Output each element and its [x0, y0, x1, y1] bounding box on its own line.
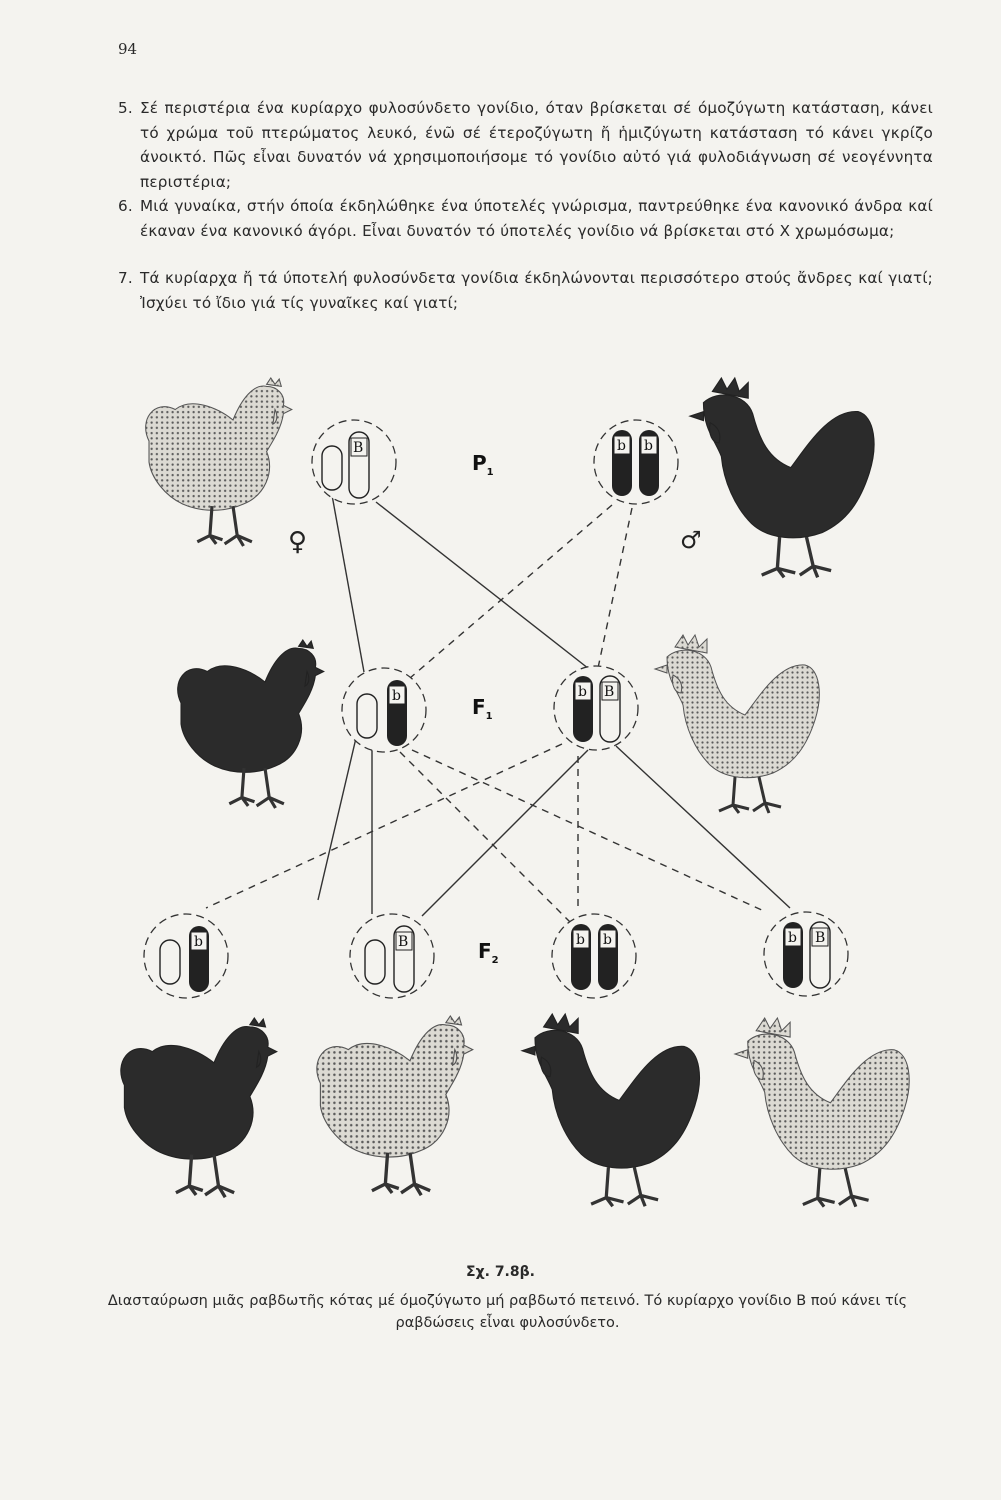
genotype-f1-female	[342, 668, 426, 752]
svg-text:B: B	[815, 930, 826, 946]
hen-barred-f2	[317, 1016, 473, 1195]
generation-label-p1: $P_1$	[472, 451, 494, 478]
rooster-black-p1	[690, 378, 874, 577]
svg-text:b: b	[392, 688, 401, 704]
question-text: Τά κυρίαρχα ἤ τά ύποτελή φυλοσύνδετα γονίδια έκδηλώνονται περισσότερο στούς ἄνδρες καί γιατί; Ἰσχύει τό ἴδιο γιά τίς γυναῖκες καί γιατί;	[140, 269, 933, 312]
genotype-f2-female-1	[144, 914, 228, 998]
rooster-black-f2	[522, 1014, 699, 1206]
generation-label-f2: $F_2$	[478, 939, 499, 966]
svg-text:b: b	[578, 684, 587, 700]
svg-text:b: b	[194, 934, 203, 950]
rooster-barred-f1	[655, 635, 819, 813]
svg-text:b: b	[576, 932, 585, 948]
hen-black-f1	[178, 640, 324, 808]
generation-label-f1: $F_1$	[472, 695, 493, 722]
rooster-barred-f2	[735, 1018, 909, 1207]
svg-text:B: B	[398, 934, 409, 950]
svg-text:b: b	[603, 932, 612, 948]
question-number: 6.	[118, 197, 133, 215]
svg-text:b: b	[617, 438, 626, 454]
svg-text:B: B	[353, 440, 364, 456]
page-number: 94	[118, 40, 138, 58]
hen-black-f2	[121, 1018, 277, 1197]
question-text: Σέ περιστέρια ένα κυρίαρχο φυλοσύνδετο γονίδιο, όταν βρίσκεται σέ όμοζύγωτη κατάσταση, κάνει τό χρώμα τοῦ πτερώματος λευκό, ένῶ σέ έτεροζύγωτη ἤ ἡμιζύγωτη κατάσταση τό κάνει γκρίζο άνοικτό. Πῶς εἶναι δυνατόν νά χρησιμοποιήσομε τό γονίδιο αὐτό γιά φυλοδιάγνωση σέ νεογέννητα περιστέρια;	[140, 99, 933, 191]
genotype-f2-male-2	[764, 912, 848, 996]
question-number: 5.	[118, 99, 133, 117]
genotype-p1-female	[312, 420, 396, 504]
svg-text:b: b	[788, 930, 797, 946]
figure-caption-title: Σχ. 7.8β.	[466, 1264, 535, 1280]
figure-caption-text: Διασταύρωση μιᾶς ραβδωτῆς κότας μέ όμοζύγωτο μή ραβδωτό πετεινό. Τό κυρίαρχο γονίδιο Β πού κάνει τίς ραβδώσεις εἶναι φυλοσύνδετο.	[107, 1293, 908, 1331]
genotype-f2-female-2	[350, 914, 434, 998]
male-symbol: ♂	[680, 526, 702, 554]
genotype-f2-male-1	[552, 914, 636, 998]
svg-text:B: B	[604, 684, 615, 700]
female-symbol: ♀	[288, 527, 308, 557]
question-number: 7.	[118, 269, 133, 287]
question-text: Μιά γυναίκα, στήν όποία έκδηλώθηκε ένα ύποτελές γνώρισμα, παντρεύθηκε ένα κανονικό άνδρα καί έκαναν ένα κανονικό άγόρι. Εἶναι δυνατόν τό ύποτελές γονίδιο νά βρίσκεται στό Χ χρωμόσωμα;	[140, 197, 933, 240]
svg-text:b: b	[644, 438, 653, 454]
hen-barred-p1	[146, 378, 292, 546]
genotype-f1-male	[554, 666, 638, 750]
genotype-p1-male	[594, 420, 678, 504]
